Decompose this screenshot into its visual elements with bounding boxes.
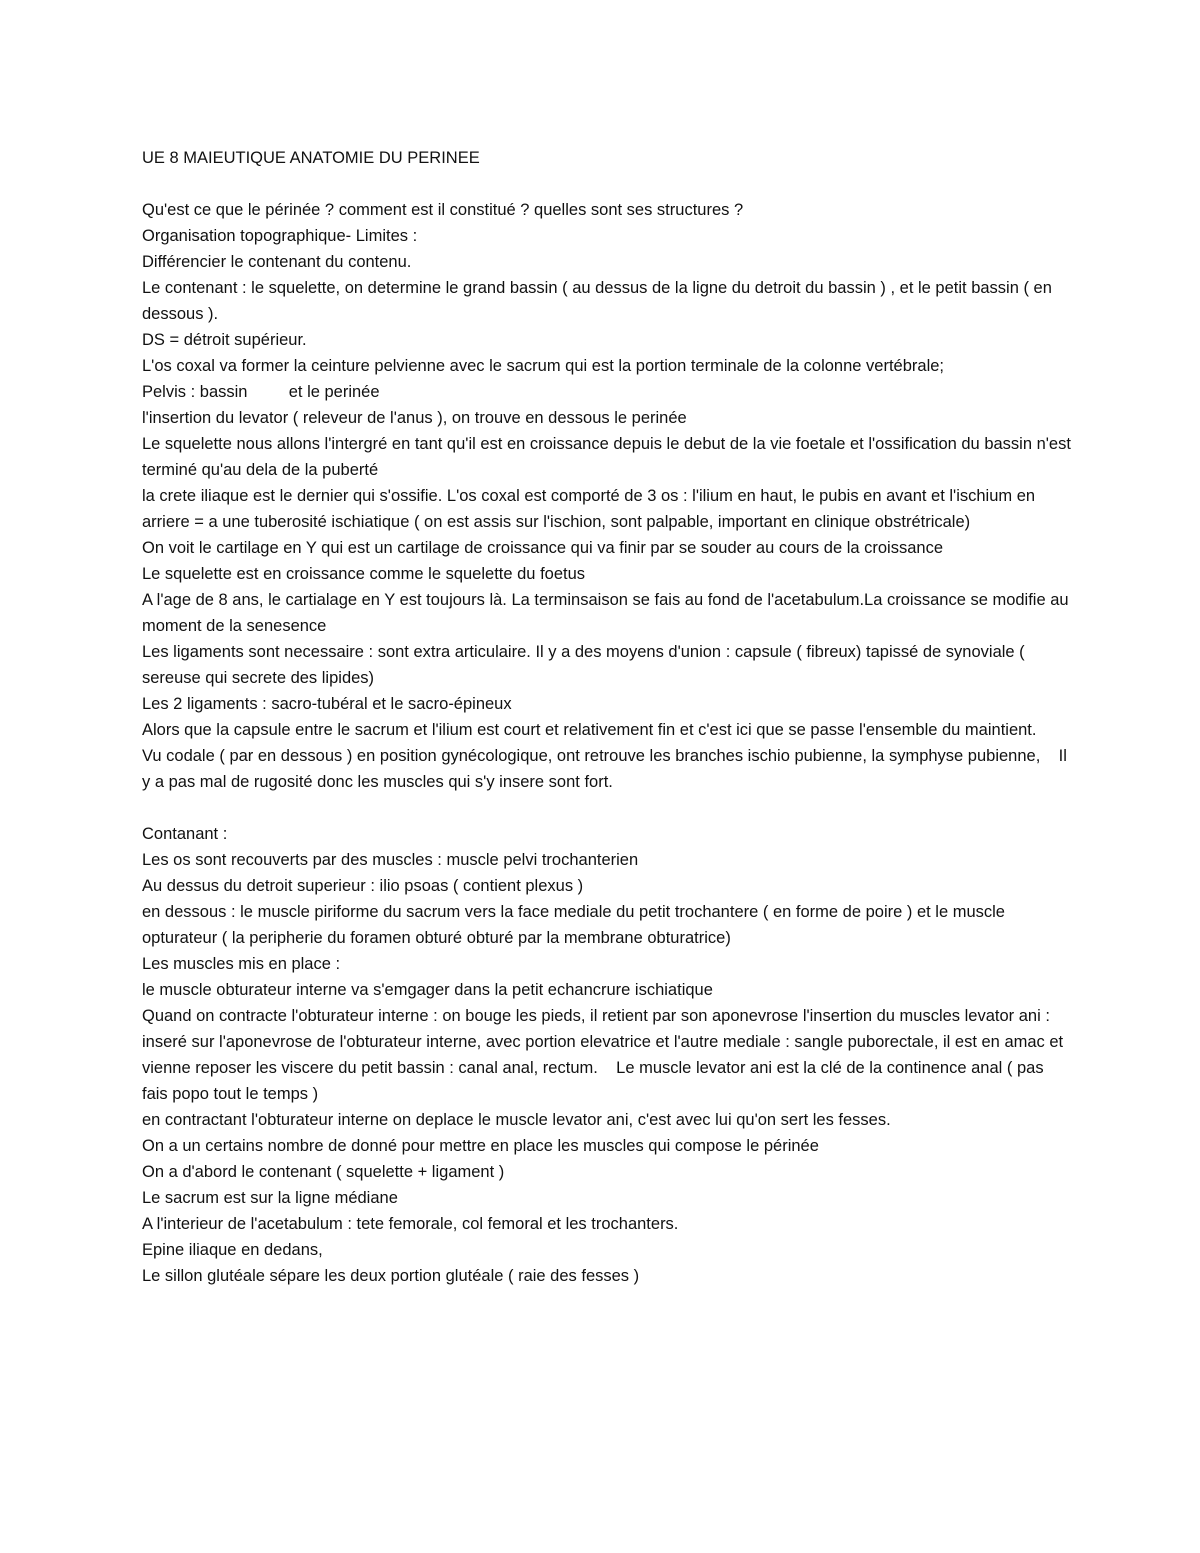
paragraph: le muscle obturateur interne va s'emgager dans la petit echancrure ischiatique	[142, 981, 713, 999]
section-heading: Contanant :	[142, 825, 228, 843]
paragraph: On a d'abord le contenant ( squelette + ligament )	[142, 1163, 505, 1181]
paragraph: Qu'est ce que le périnée ? comment est il constitué ? quelles sont ses structures ?	[142, 201, 744, 219]
document-body	[142, 145, 1072, 1289]
blank-line	[142, 795, 1072, 821]
paragraph: Vu codale ( par en dessous ) en position gynécologique, ont retrouve les branches ischio pubienne, la symphyse pubienne, Il y a pas mal de rugosité donc les muscles qui s'y insere sont fort.	[142, 747, 1072, 791]
paragraph: L'os coxal va former la ceinture pelvienne avec le sacrum qui est la portion terminale de la colonne vertébrale;	[142, 357, 944, 375]
section-introduction	[142, 197, 1072, 795]
paragraph: en contractant l'obturateur interne on deplace le muscle levator ani, c'est avec lui qu'on sert les fesses.	[142, 1111, 891, 1129]
paragraph: Alors que la capsule entre le sacrum et l'ilium est court et relativement fin et c'est ici que se passe l'ensemble du maintient.	[142, 721, 1037, 739]
document-title: UE 8 MAIEUTIQUE ANATOMIE DU PERINEE	[142, 149, 480, 167]
paragraph: Les os sont recouverts par des muscles : muscle pelvi trochanterien	[142, 851, 639, 869]
paragraph: Organisation topographique- Limites :	[142, 227, 418, 245]
paragraph: A l'age de 8 ans, le cartialage en Y est toujours là. La terminsaison se fais au fond de l'acetabulum.La croissance se modifie au moment de la senesence	[142, 591, 1069, 635]
paragraph: Les muscles mis en place :	[142, 955, 341, 973]
paragraph: Pelvis : bassin et le perinée	[142, 383, 380, 401]
paragraph: Le sillon glutéale sépare les deux portion glutéale ( raie des fesses )	[142, 1267, 640, 1285]
paragraph: Quand on contracte l'obturateur interne : on bouge les pieds, il retient par son aponevrose l'insertion du muscles levator ani : inseré sur l'aponevrose de l'obturateur interne, avec portion elevatrice et l'autre mediale : sangle puborectale, il est en amac et vienne reposer les viscere du petit bassin : canal anal, rectum. Le muscle levator ani est la clé de la continence anal ( pas fais popo tout le temps )	[142, 1007, 1068, 1103]
paragraph: Epine iliaque en dedans,	[142, 1241, 323, 1259]
paragraph: Les 2 ligaments : sacro-tubéral et le sacro-épineux	[142, 695, 512, 713]
paragraph: Au dessus du detroit superieur : ilio psoas ( contient plexus )	[142, 877, 584, 895]
section-contenant	[142, 821, 1072, 1289]
paragraph: Le squelette est en croissance comme le squelette du foetus	[142, 565, 586, 583]
paragraph: en dessous : le muscle piriforme du sacrum vers la face mediale du petit trochantere ( en forme de poire ) et le muscle opturateur ( la peripherie du foramen obturé obturé par la membrane obturatrice)	[142, 903, 1005, 947]
paragraph: Les ligaments sont necessaire : sont extra articulaire. Il y a des moyens d'union : capsule ( fibreux) tapissé de synoviale ( sereuse qui secrete des lipides)	[142, 643, 1025, 687]
paragraph: On voit le cartilage en Y qui est un cartilage de croissance qui va finir par se souder au cours de la croissance	[142, 539, 943, 557]
paragraph: la crete iliaque est le dernier qui s'ossifie. L'os coxal est comporté de 3 os : l'ilium en haut, le pubis en avant et l'ischium en arriere = a une tuberosité ischiatique ( on est assis sur l'ischion, sont palpable, important en clinique obstrétricale)	[142, 487, 1036, 531]
paragraph: A l'interieur de l'acetabulum : tete femorale, col femoral et les trochanters.	[142, 1215, 679, 1233]
paragraph: Le sacrum est sur la ligne médiane	[142, 1189, 398, 1207]
paragraph: l'insertion du levator ( releveur de l'anus ), on trouve en dessous le perinée	[142, 409, 687, 427]
paragraph: Le squelette nous allons l'intergré en tant qu'il est en croissance depuis le debut de la vie foetale et l'ossification du bassin n'est terminé qu'au dela de la puberté	[142, 435, 1071, 479]
paragraph: Le contenant : le squelette, on determine le grand bassin ( au dessus de la ligne du detroit du bassin ) , et le petit bassin ( en dessous ).	[142, 279, 1052, 323]
paragraph: Différencier le contenant du contenu.	[142, 253, 412, 271]
paragraph: On a un certains nombre de donné pour mettre en place les muscles qui compose le périnée	[142, 1137, 819, 1155]
paragraph: DS = détroit supérieur.	[142, 331, 307, 349]
